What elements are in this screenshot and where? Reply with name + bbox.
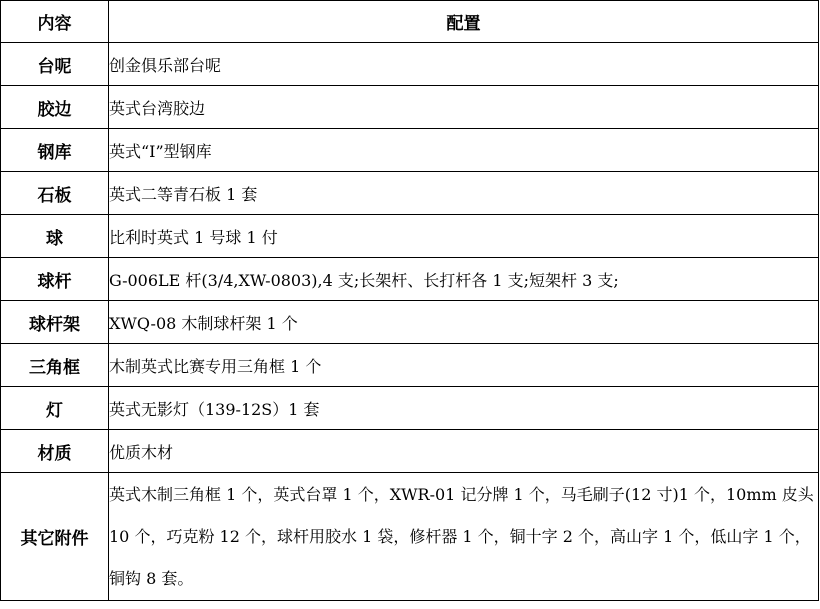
table-row (1, 172, 819, 215)
row-value: 比利时英式 1 号球 1 付 (109, 215, 819, 258)
header-config: 配置 (109, 1, 819, 43)
row-value: 英式台湾胶边 (109, 86, 819, 129)
table-row (1, 258, 819, 301)
table-row (1, 387, 819, 430)
row-label: 球 (1, 215, 109, 258)
row-value: 木制英式比赛专用三角框 1 个 (109, 344, 819, 387)
row-value: 创金俱乐部台呢 (109, 43, 819, 86)
row-label: 球杆 (1, 258, 109, 301)
table-row (1, 344, 819, 387)
table-row (1, 43, 819, 86)
row-label: 灯 (1, 387, 109, 430)
table-row (1, 473, 819, 601)
row-value: 英式木制三角框 1 个，英式台罩 1 个，XWR-01 记分牌 1 个，马毛刷子(12 寸)1 个，10mm 皮头 10 个，巧克粉 12 个，球杆用胶水 1 袋，修杆器 1 个，铜十字 2 个，高山字 1 个，低山字 1 个，铜钩 8 套。 (109, 473, 819, 601)
table-row (1, 430, 819, 473)
table-row (1, 215, 819, 258)
row-label: 球杆架 (1, 301, 109, 344)
row-value: G-006LE 杆(3/4,XW-0803),4 支;长架杆、长打杆各 1 支;短架杆 3 支; (109, 258, 819, 301)
table-row (1, 86, 819, 129)
row-value: 优质木材 (109, 430, 819, 473)
header-item: 内容 (1, 1, 109, 43)
row-label: 台呢 (1, 43, 109, 86)
row-label: 石板 (1, 172, 109, 215)
row-value: 英式二等青石板 1 套 (109, 172, 819, 215)
row-label: 材质 (1, 430, 109, 473)
row-value: 英式“I”型钢库 (109, 129, 819, 172)
table-row (1, 129, 819, 172)
row-label: 胶边 (1, 86, 109, 129)
row-label: 三角框 (1, 344, 109, 387)
row-value: 英式无影灯（139-12S）1 套 (109, 387, 819, 430)
row-label: 其它附件 (1, 473, 109, 601)
row-label: 钢库 (1, 129, 109, 172)
table-row (1, 301, 819, 344)
header-row (1, 1, 819, 43)
row-value: XWQ-08 木制球杆架 1 个 (109, 301, 819, 344)
